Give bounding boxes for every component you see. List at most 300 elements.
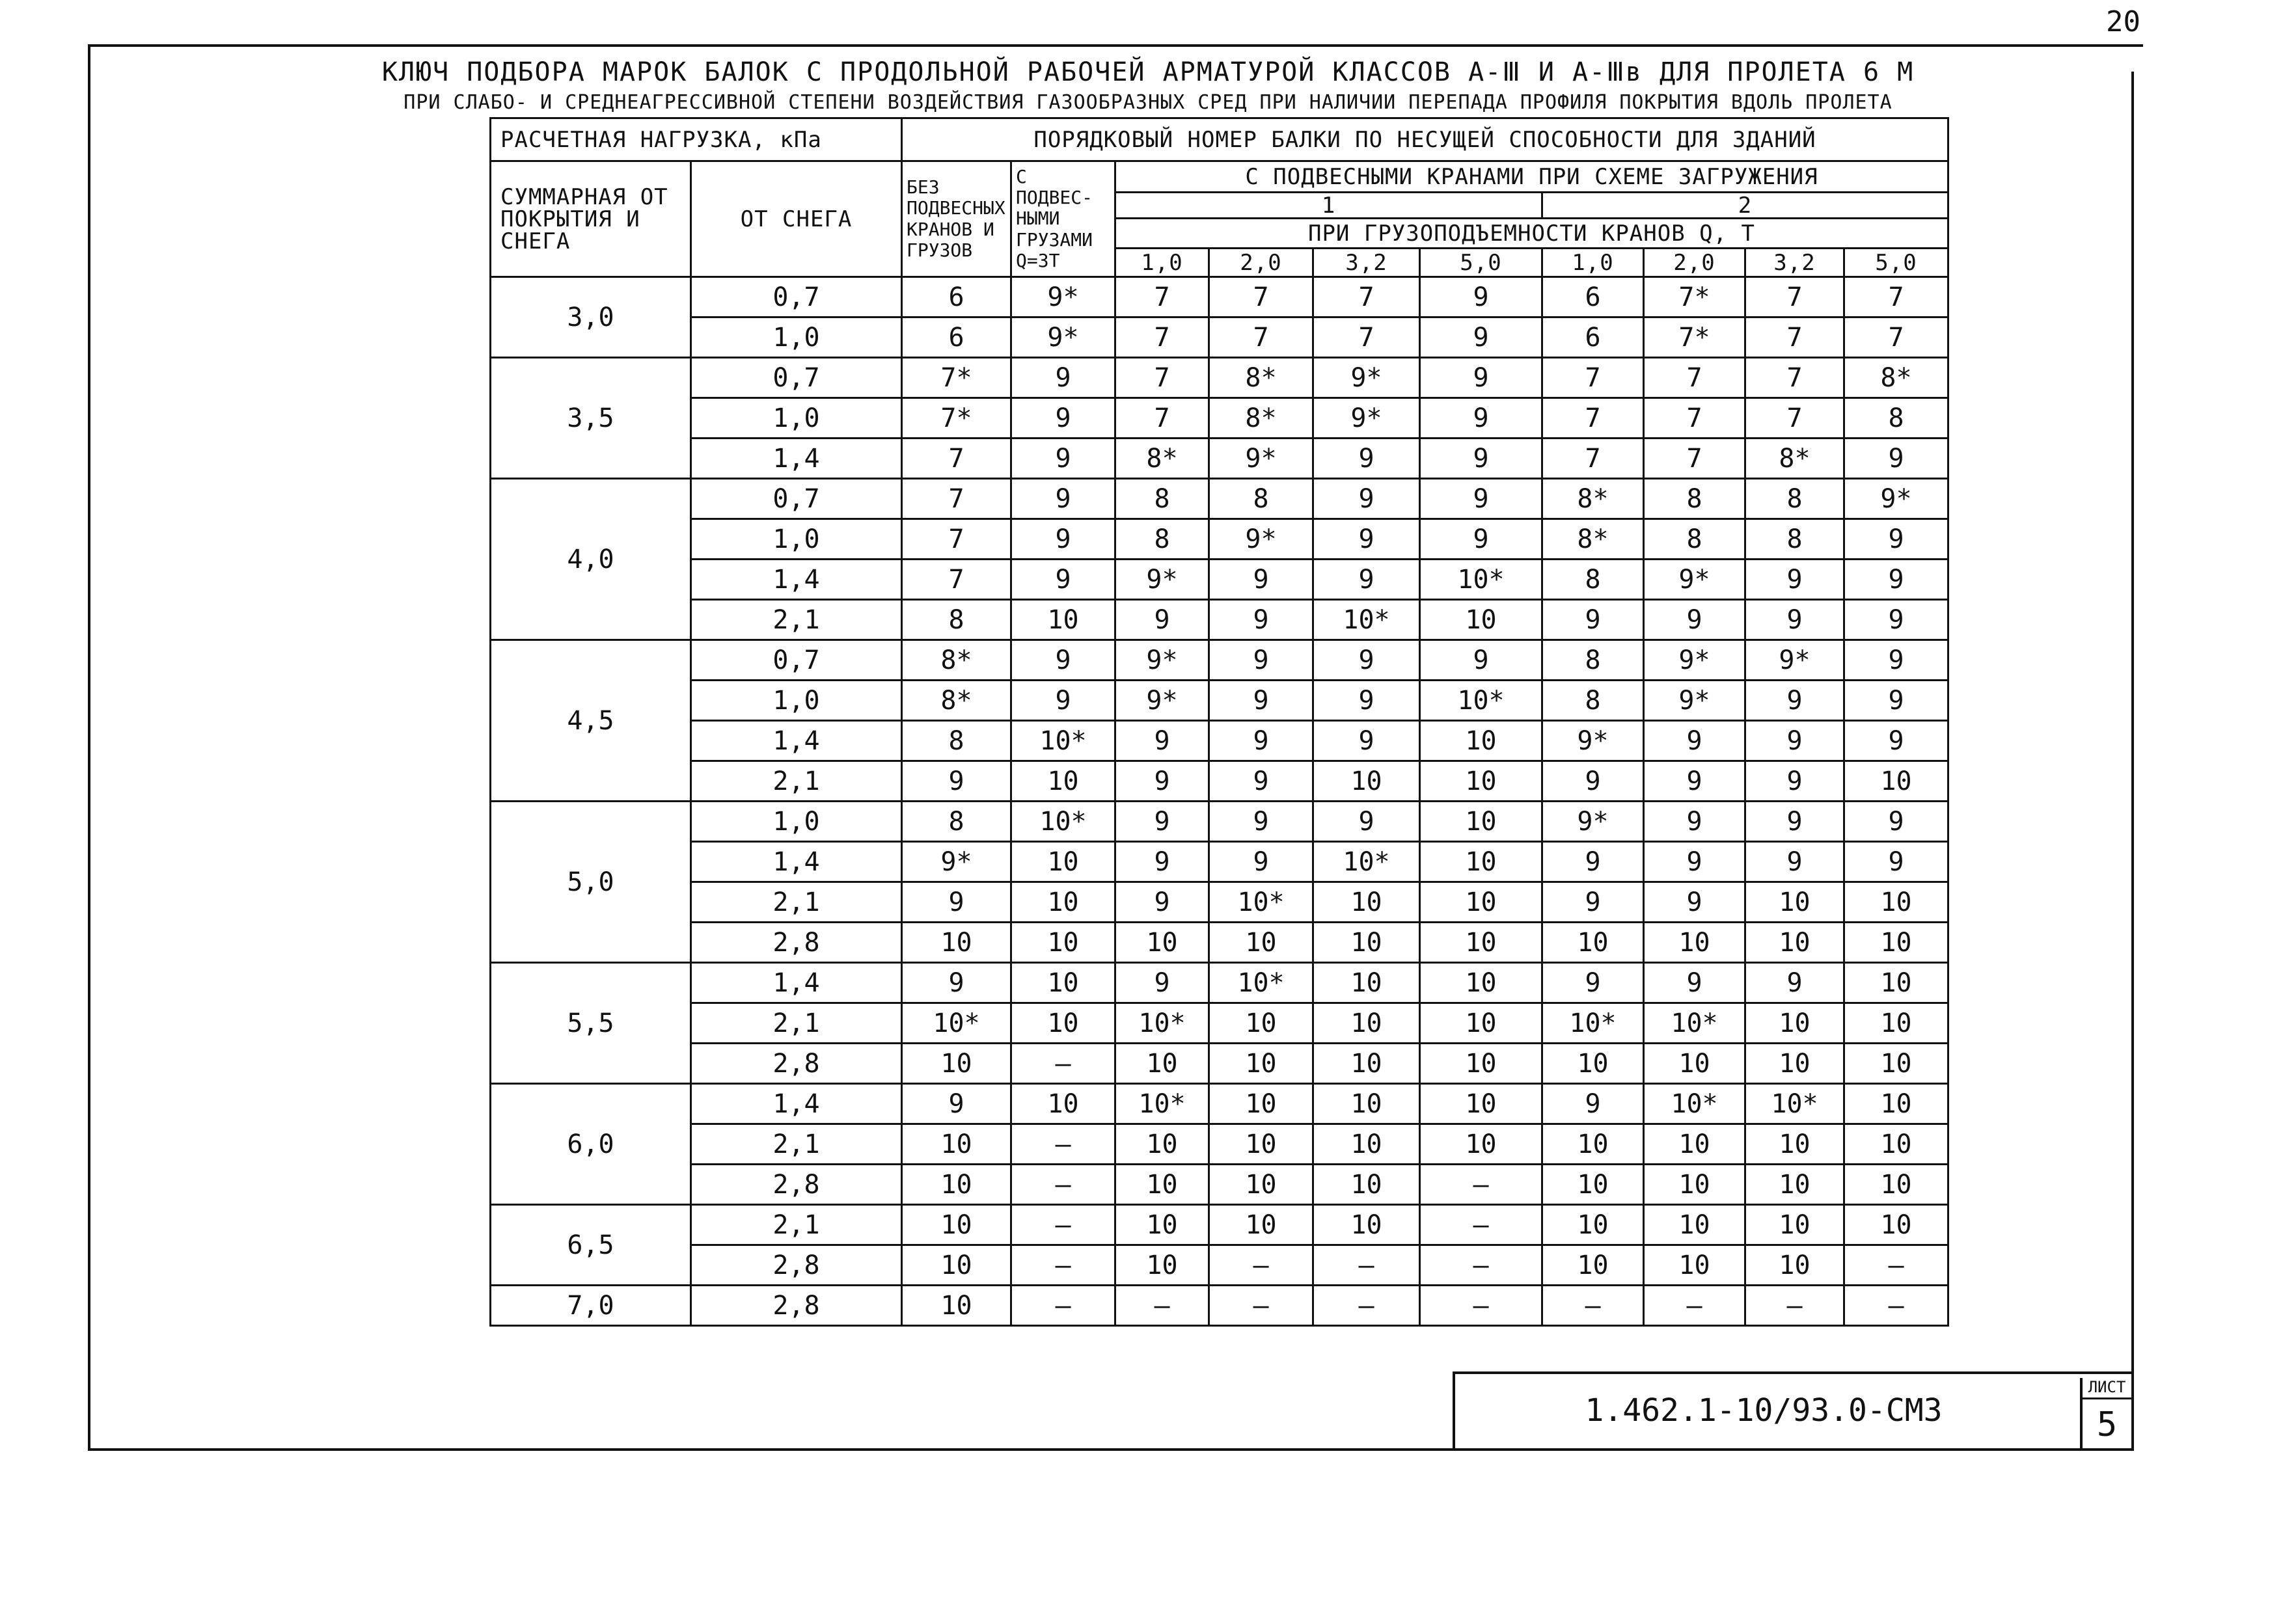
table-row bbox=[491, 963, 1948, 1003]
header-q-scheme1: 5,0 bbox=[1420, 249, 1542, 277]
beam-number-cell: 7 bbox=[1115, 398, 1209, 439]
beam-number-cell: 10 bbox=[1542, 1124, 1644, 1165]
header-q-scheme2: 2,0 bbox=[1644, 249, 1745, 277]
beam-number-cell: 6 bbox=[1542, 277, 1644, 317]
sheet-number: 5 bbox=[2096, 1405, 2118, 1444]
table-row bbox=[491, 519, 1948, 560]
beam-number-cell: 8 bbox=[1644, 479, 1745, 519]
beam-number-cell: 6 bbox=[902, 317, 1011, 358]
beam-number-cell: 9* bbox=[902, 842, 1011, 882]
snow-load-cell: 2,1 bbox=[691, 882, 902, 923]
beam-number-cell: 10 bbox=[1011, 882, 1115, 923]
beam-number-cell: 7 bbox=[1542, 358, 1644, 398]
beam-number-cell: 6 bbox=[1542, 317, 1644, 358]
beam-number-cell: 10 bbox=[902, 923, 1011, 963]
header-q-scheme2: 3,2 bbox=[1745, 249, 1844, 277]
beam-number-cell: 10 bbox=[902, 1044, 1011, 1084]
beam-number-cell: 10* bbox=[1209, 882, 1313, 923]
beam-number-cell: 9 bbox=[1745, 721, 1844, 761]
header-q-scheme2: 5,0 bbox=[1844, 249, 1948, 277]
beam-number-cell: 9 bbox=[1745, 963, 1844, 1003]
beam-number-cell: — bbox=[1115, 1286, 1209, 1326]
table-row bbox=[491, 1044, 1948, 1084]
frame-left-border bbox=[88, 44, 90, 1450]
snow-load-cell: 1,0 bbox=[691, 317, 902, 358]
beam-number-cell: 9 bbox=[1644, 882, 1745, 923]
beam-number-cell: 9 bbox=[1745, 761, 1844, 802]
beam-number-cell: 10 bbox=[1313, 761, 1420, 802]
beam-number-cell: 10 bbox=[1745, 1044, 1844, 1084]
beam-number-cell: 7 bbox=[1313, 317, 1420, 358]
total-load-cell: 4,5 bbox=[491, 640, 691, 802]
beam-number-cell: 10 bbox=[1209, 923, 1313, 963]
beam-number-cell: — bbox=[1420, 1165, 1542, 1205]
table-title: КЛЮЧ ПОДБОРА МАРОК БАЛОК С ПРОДОЛЬНОЙ РАБОЧЕЙ АРМАТУРОЙ КЛАССОВ А-Ⅲ И А-Ⅲв ДЛЯ ПРОЛЕТА 6 М bbox=[381, 57, 1915, 87]
page-number: 20 bbox=[2106, 5, 2140, 38]
beam-number-cell: — bbox=[1745, 1286, 1844, 1326]
table-row bbox=[491, 802, 1948, 842]
snow-load-cell: 2,8 bbox=[691, 1286, 902, 1326]
table-row bbox=[491, 1124, 1948, 1165]
beam-number-cell: 9 bbox=[1844, 681, 1948, 721]
beam-number-cell: 9 bbox=[1115, 802, 1209, 842]
snow-load-cell: 0,7 bbox=[691, 479, 902, 519]
beam-number-cell: 9 bbox=[1420, 398, 1542, 439]
beam-number-cell: 10 bbox=[1420, 761, 1542, 802]
beam-number-cell: 7 bbox=[902, 479, 1011, 519]
header-with-hoist: С ПОДВЕС- НЫМИ ГРУЗАМИ Q=3Т bbox=[1011, 161, 1115, 277]
beam-number-cell: 9 bbox=[1209, 640, 1313, 681]
table-row bbox=[491, 721, 1948, 761]
beam-number-cell: 9* bbox=[1115, 560, 1209, 600]
beam-number-cell: 9* bbox=[1115, 640, 1209, 681]
beam-number-cell: 10 bbox=[902, 1286, 1011, 1326]
beam-number-cell: 9 bbox=[1844, 640, 1948, 681]
beam-number-cell: 9 bbox=[902, 761, 1011, 802]
beam-number-cell: 8 bbox=[1115, 519, 1209, 560]
beam-number-cell: 10 bbox=[1209, 1003, 1313, 1044]
snow-load-cell: 2,8 bbox=[691, 1245, 902, 1286]
beam-number-cell: — bbox=[1011, 1205, 1115, 1245]
header-scheme-1: 1 bbox=[1115, 193, 1542, 219]
beam-number-cell: 9 bbox=[1542, 963, 1644, 1003]
beam-number-cell: 7 bbox=[902, 439, 1011, 479]
beam-number-cell: 10 bbox=[1420, 600, 1542, 640]
beam-number-cell: 9 bbox=[1542, 842, 1644, 882]
beam-number-cell: 10 bbox=[1644, 1044, 1745, 1084]
beam-number-cell: 10 bbox=[1420, 882, 1542, 923]
beam-number-cell: 10 bbox=[1420, 923, 1542, 963]
beam-number-cell: 9 bbox=[1313, 479, 1420, 519]
snow-load-cell: 2,8 bbox=[691, 1165, 902, 1205]
table-row bbox=[491, 358, 1948, 398]
beam-number-cell: 10 bbox=[1011, 761, 1115, 802]
beam-number-cell: 10* bbox=[1313, 600, 1420, 640]
beam-number-cell: 10 bbox=[1844, 963, 1948, 1003]
header-no-hoist: БЕЗ ПОДВЕСНЫХ КРАНОВ И ГРУЗОВ bbox=[902, 161, 1011, 277]
beam-number-cell: 9 bbox=[1313, 802, 1420, 842]
beam-number-cell: 10 bbox=[1745, 1003, 1844, 1044]
beam-number-cell: 9 bbox=[1420, 317, 1542, 358]
beam-number-cell: 9 bbox=[1844, 439, 1948, 479]
beam-number-cell: 9 bbox=[1011, 479, 1115, 519]
table-row bbox=[491, 479, 1948, 519]
beam-number-cell: — bbox=[1420, 1205, 1542, 1245]
beam-number-cell: 7 bbox=[1115, 317, 1209, 358]
beam-number-cell: 10 bbox=[1844, 1165, 1948, 1205]
beam-number-cell: 10* bbox=[1644, 1084, 1745, 1124]
header-load: РАСЧЕТНАЯ НАГРУЗКА, кПа bbox=[491, 118, 902, 161]
snow-load-cell: 1,4 bbox=[691, 560, 902, 600]
beam-number-cell: 10* bbox=[1209, 963, 1313, 1003]
beam-number-cell: 9 bbox=[1844, 519, 1948, 560]
beam-number-cell: 10 bbox=[1420, 802, 1542, 842]
beam-number-cell: 10 bbox=[1844, 1205, 1948, 1245]
beam-number-cell: 8 bbox=[902, 600, 1011, 640]
beam-number-cell: 7 bbox=[902, 560, 1011, 600]
beam-number-cell: 9 bbox=[1011, 681, 1115, 721]
beam-number-cell: 10* bbox=[1745, 1084, 1844, 1124]
beam-number-cell: 9* bbox=[1313, 398, 1420, 439]
beam-number-cell: 8 bbox=[902, 721, 1011, 761]
snow-load-cell: 0,7 bbox=[691, 640, 902, 681]
beam-number-cell: 9 bbox=[1420, 519, 1542, 560]
beam-number-cell: 9 bbox=[1644, 842, 1745, 882]
beam-number-cell: 10 bbox=[902, 1124, 1011, 1165]
beam-number-cell: 8 bbox=[1209, 479, 1313, 519]
beam-number-cell: 9 bbox=[1745, 560, 1844, 600]
table-row bbox=[491, 1245, 1948, 1286]
frame-right-border bbox=[2131, 72, 2134, 1451]
beam-number-cell: 10 bbox=[1745, 1124, 1844, 1165]
snow-load-cell: 1,4 bbox=[691, 721, 902, 761]
snow-load-cell: 1,0 bbox=[691, 802, 902, 842]
beam-number-cell: — bbox=[1644, 1286, 1745, 1326]
beam-number-cell: 8 bbox=[1745, 519, 1844, 560]
beam-number-cell: — bbox=[1420, 1286, 1542, 1326]
beam-number-cell: 9 bbox=[1313, 681, 1420, 721]
snow-load-cell: 0,7 bbox=[691, 358, 902, 398]
beam-number-cell: 7 bbox=[1745, 317, 1844, 358]
beam-number-cell: 10 bbox=[1420, 1124, 1542, 1165]
beam-number-cell: 10 bbox=[1542, 1245, 1644, 1286]
beam-number-cell: 9 bbox=[1313, 721, 1420, 761]
beam-number-cell: 7 bbox=[1745, 358, 1844, 398]
beam-number-cell: — bbox=[1313, 1245, 1420, 1286]
beam-number-cell: 9 bbox=[1844, 560, 1948, 600]
beam-number-cell: 9 bbox=[1209, 681, 1313, 721]
beam-number-cell: 10* bbox=[1313, 842, 1420, 882]
beam-number-cell: — bbox=[1313, 1286, 1420, 1326]
beam-number-cell: 10* bbox=[1420, 681, 1542, 721]
beam-number-cell: — bbox=[1011, 1286, 1115, 1326]
beam-number-cell: 7 bbox=[1644, 358, 1745, 398]
header-row-2 bbox=[491, 161, 1948, 193]
beam-number-cell: 9 bbox=[1844, 802, 1948, 842]
header-q-scheme1: 3,2 bbox=[1313, 249, 1420, 277]
beam-number-cell: 10* bbox=[1115, 1084, 1209, 1124]
beam-number-cell: 8 bbox=[1644, 519, 1745, 560]
beam-number-cell: 9 bbox=[1420, 277, 1542, 317]
beam-number-cell: 9* bbox=[1313, 358, 1420, 398]
beam-number-cell: 10 bbox=[1313, 1003, 1420, 1044]
beam-number-cell: 9* bbox=[1644, 681, 1745, 721]
beam-number-cell: 10 bbox=[1209, 1165, 1313, 1205]
beam-number-cell: 9* bbox=[1844, 479, 1948, 519]
beam-number-cell: 9 bbox=[1011, 640, 1115, 681]
beam-number-cell: 10 bbox=[1420, 721, 1542, 761]
beam-number-cell: 10 bbox=[1844, 1044, 1948, 1084]
beam-number-cell: 8 bbox=[1542, 681, 1644, 721]
beam-number-cell: 9 bbox=[1209, 802, 1313, 842]
beam-number-cell: 7 bbox=[1542, 398, 1644, 439]
beam-number-cell: 9* bbox=[1011, 317, 1115, 358]
document-code: 1.462.1-10/93.0-СМ3 bbox=[1585, 1392, 1943, 1429]
table-row bbox=[491, 681, 1948, 721]
total-load-cell: 6,5 bbox=[491, 1205, 691, 1286]
beam-number-cell: — bbox=[1209, 1245, 1313, 1286]
table-row bbox=[491, 842, 1948, 882]
beam-number-cell: 9 bbox=[1115, 721, 1209, 761]
beam-number-cell: 9* bbox=[1011, 277, 1115, 317]
beam-number-cell: 10 bbox=[1745, 1205, 1844, 1245]
beam-number-cell: 9* bbox=[1209, 439, 1313, 479]
table-row bbox=[491, 1205, 1948, 1245]
table-row bbox=[491, 640, 1948, 681]
header-snow: ОТ СНЕГА bbox=[691, 161, 902, 277]
beam-number-cell: 10 bbox=[1209, 1044, 1313, 1084]
beam-number-cell: 7 bbox=[902, 519, 1011, 560]
beam-number-cell: 10* bbox=[1542, 1003, 1644, 1044]
beam-number-cell: 10 bbox=[1844, 1124, 1948, 1165]
beam-number-cell: 10 bbox=[1844, 882, 1948, 923]
beam-number-cell: 9 bbox=[1745, 600, 1844, 640]
table-body bbox=[491, 277, 1948, 1326]
beam-number-cell: 8* bbox=[1542, 479, 1644, 519]
beam-number-cell: 10 bbox=[1542, 923, 1644, 963]
beam-number-cell: 7 bbox=[1844, 277, 1948, 317]
header-scheme-2: 2 bbox=[1542, 193, 1948, 219]
beam-number-cell: 10 bbox=[1542, 1165, 1644, 1205]
beam-number-cell: 8* bbox=[902, 640, 1011, 681]
beam-number-cell: 9 bbox=[1115, 842, 1209, 882]
beam-number-cell: 8* bbox=[1115, 439, 1209, 479]
beam-number-cell: 9 bbox=[902, 963, 1011, 1003]
beam-number-cell: 7 bbox=[1745, 398, 1844, 439]
beam-number-cell: 9* bbox=[1209, 519, 1313, 560]
table-row bbox=[491, 923, 1948, 963]
beam-number-cell: 8* bbox=[1542, 519, 1644, 560]
beam-number-cell: 10 bbox=[1313, 1165, 1420, 1205]
beam-number-cell: 9 bbox=[902, 882, 1011, 923]
total-load-cell: 5,5 bbox=[491, 963, 691, 1084]
beam-number-cell: 10 bbox=[1011, 600, 1115, 640]
beam-number-cell: 9 bbox=[1209, 761, 1313, 802]
beam-number-cell: 8* bbox=[1745, 439, 1844, 479]
table-row bbox=[491, 398, 1948, 439]
beam-number-cell: 7 bbox=[1313, 277, 1420, 317]
beam-number-cell: 9 bbox=[1115, 963, 1209, 1003]
beam-number-cell: 10 bbox=[1209, 1124, 1313, 1165]
beam-number-cell: 9 bbox=[1542, 761, 1644, 802]
beam-number-cell: 9 bbox=[1209, 560, 1313, 600]
beam-number-cell: 9 bbox=[1745, 842, 1844, 882]
beam-number-cell: 9 bbox=[1209, 721, 1313, 761]
beam-number-cell: 10 bbox=[1313, 1124, 1420, 1165]
beam-number-cell: 10 bbox=[1115, 1205, 1209, 1245]
beam-number-cell: 10 bbox=[1844, 761, 1948, 802]
beam-number-cell: 8 bbox=[1542, 640, 1644, 681]
beam-number-cell: 9 bbox=[1011, 439, 1115, 479]
beam-number-cell: 10* bbox=[1420, 560, 1542, 600]
beam-number-cell: 7* bbox=[902, 358, 1011, 398]
beam-number-cell: 9 bbox=[1313, 439, 1420, 479]
beam-number-cell: 8 bbox=[1542, 560, 1644, 600]
beam-number-cell: 9 bbox=[1542, 1084, 1644, 1124]
snow-load-cell: 1,0 bbox=[691, 681, 902, 721]
beam-number-cell: 9 bbox=[1011, 560, 1115, 600]
beam-number-cell: 10 bbox=[1011, 1084, 1115, 1124]
beam-number-cell: 10 bbox=[1313, 882, 1420, 923]
snow-load-cell: 1,4 bbox=[691, 1084, 902, 1124]
header-row-1 bbox=[491, 118, 1948, 161]
beam-number-cell: — bbox=[1011, 1124, 1115, 1165]
beam-number-cell: 9 bbox=[1745, 802, 1844, 842]
table-row bbox=[491, 882, 1948, 923]
beam-number-cell: 8* bbox=[902, 681, 1011, 721]
snow-load-cell: 2,1 bbox=[691, 1003, 902, 1044]
beam-number-cell: 10 bbox=[1420, 1003, 1542, 1044]
header-q-scheme1: 2,0 bbox=[1209, 249, 1313, 277]
beam-selection-table bbox=[489, 117, 1949, 1327]
sheet-label: ЛИСТ bbox=[2083, 1378, 2131, 1399]
beam-number-cell: 9 bbox=[1011, 398, 1115, 439]
beam-number-cell: 10 bbox=[902, 1165, 1011, 1205]
beam-number-cell: 9 bbox=[1209, 600, 1313, 640]
beam-number-cell: 7 bbox=[1745, 277, 1844, 317]
beam-number-cell: 7 bbox=[1644, 439, 1745, 479]
beam-number-cell: 7 bbox=[1844, 317, 1948, 358]
table-row bbox=[491, 1286, 1948, 1326]
table-row bbox=[491, 560, 1948, 600]
total-load-cell: 4,0 bbox=[491, 479, 691, 640]
beam-number-cell: 7* bbox=[902, 398, 1011, 439]
header-q-scheme2: 1,0 bbox=[1542, 249, 1644, 277]
snow-load-cell: 2,8 bbox=[691, 1044, 902, 1084]
beam-number-cell: 7 bbox=[1209, 317, 1313, 358]
snow-load-cell: 2,8 bbox=[691, 923, 902, 963]
beam-number-cell: 10 bbox=[1209, 1084, 1313, 1124]
beam-number-cell: 10 bbox=[1745, 923, 1844, 963]
snow-load-cell: 1,0 bbox=[691, 398, 902, 439]
beam-number-cell: 10 bbox=[1011, 923, 1115, 963]
beam-number-cell: 10 bbox=[1313, 1084, 1420, 1124]
beam-number-cell: 8* bbox=[1844, 358, 1948, 398]
beam-number-cell: 9 bbox=[1420, 439, 1542, 479]
snow-load-cell: 2,1 bbox=[691, 1124, 902, 1165]
beam-number-cell: 9 bbox=[1115, 761, 1209, 802]
beam-number-cell: 10* bbox=[902, 1003, 1011, 1044]
header-order: ПОРЯДКОВЫЙ НОМЕР БАЛКИ ПО НЕСУЩЕЙ СПОСОБНОСТИ ДЛЯ ЗДАНИЙ bbox=[902, 118, 1948, 161]
snow-load-cell: 2,1 bbox=[691, 1205, 902, 1245]
beam-number-cell: 10* bbox=[1115, 1003, 1209, 1044]
beam-number-cell: 10 bbox=[1420, 1084, 1542, 1124]
table-row bbox=[491, 439, 1948, 479]
beam-number-cell: 10 bbox=[1313, 1044, 1420, 1084]
beam-number-cell: 10 bbox=[1115, 1124, 1209, 1165]
beam-number-cell: 9* bbox=[1745, 640, 1844, 681]
beam-number-cell: 7 bbox=[1115, 277, 1209, 317]
total-load-cell: 5,0 bbox=[491, 802, 691, 963]
beam-number-cell: 9 bbox=[1420, 358, 1542, 398]
table-row bbox=[491, 1084, 1948, 1124]
table-row bbox=[491, 761, 1948, 802]
beam-number-cell: — bbox=[1011, 1165, 1115, 1205]
beam-number-cell: 9 bbox=[1115, 600, 1209, 640]
beam-number-cell: — bbox=[1542, 1286, 1644, 1326]
beam-number-cell: 9 bbox=[1420, 640, 1542, 681]
beam-number-cell: 9 bbox=[1745, 681, 1844, 721]
beam-number-cell: 10 bbox=[1844, 1003, 1948, 1044]
beam-number-cell: — bbox=[1011, 1245, 1115, 1286]
beam-number-cell: 8* bbox=[1209, 358, 1313, 398]
frame-top-border bbox=[88, 44, 2143, 47]
beam-number-cell: 9 bbox=[1313, 519, 1420, 560]
header-with-cranes: С ПОДВЕСНЫМИ КРАНАМИ ПРИ СХЕМЕ ЗАГРУЖЕНИЯ bbox=[1115, 161, 1948, 193]
beam-number-cell: 8 bbox=[1745, 479, 1844, 519]
beam-number-cell: 9* bbox=[1644, 560, 1745, 600]
beam-number-cell: 10 bbox=[1115, 923, 1209, 963]
beam-number-cell: 10 bbox=[1420, 842, 1542, 882]
beam-number-cell: 9 bbox=[1644, 721, 1745, 761]
beam-number-cell: 10 bbox=[1644, 1205, 1745, 1245]
snow-load-cell: 2,1 bbox=[691, 600, 902, 640]
total-load-cell: 6,0 bbox=[491, 1084, 691, 1205]
beam-number-cell: 9 bbox=[1420, 479, 1542, 519]
snow-load-cell: 1,0 bbox=[691, 519, 902, 560]
beam-number-cell: 7* bbox=[1644, 317, 1745, 358]
beam-number-cell: 10 bbox=[1313, 1205, 1420, 1245]
beam-number-cell: — bbox=[1844, 1245, 1948, 1286]
snow-load-cell: 1,4 bbox=[691, 842, 902, 882]
beam-number-cell: 7 bbox=[1209, 277, 1313, 317]
beam-number-cell: 9 bbox=[1115, 882, 1209, 923]
beam-number-cell: 10 bbox=[1644, 1245, 1745, 1286]
beam-number-cell: 9 bbox=[1844, 721, 1948, 761]
beam-number-cell: 10 bbox=[1745, 882, 1844, 923]
beam-number-cell: 9 bbox=[1644, 802, 1745, 842]
beam-number-cell: 10* bbox=[1011, 721, 1115, 761]
beam-number-cell: 10 bbox=[1844, 923, 1948, 963]
snow-load-cell: 0,7 bbox=[691, 277, 902, 317]
beam-number-cell: 9 bbox=[1313, 560, 1420, 600]
beam-number-cell: 10* bbox=[1644, 1003, 1745, 1044]
beam-number-cell: 10 bbox=[1313, 923, 1420, 963]
beam-number-cell: 9 bbox=[1844, 842, 1948, 882]
beam-number-cell: 9 bbox=[1313, 640, 1420, 681]
beam-number-cell: 10 bbox=[1542, 1044, 1644, 1084]
beam-number-cell: 7 bbox=[1542, 439, 1644, 479]
beam-number-cell: 6 bbox=[902, 277, 1011, 317]
beam-number-cell: 10 bbox=[1115, 1165, 1209, 1205]
beam-number-cell: 9* bbox=[1644, 640, 1745, 681]
beam-number-cell: — bbox=[1844, 1286, 1948, 1326]
beam-number-cell: 9* bbox=[1542, 802, 1644, 842]
header-capacity: ПРИ ГРУЗОПОДЪЕМНОСТИ КРАНОВ Q, Т bbox=[1115, 219, 1948, 249]
beam-number-cell: 9 bbox=[1011, 519, 1115, 560]
beam-number-cell: 9 bbox=[1644, 761, 1745, 802]
beam-number-cell: 9* bbox=[1542, 721, 1644, 761]
